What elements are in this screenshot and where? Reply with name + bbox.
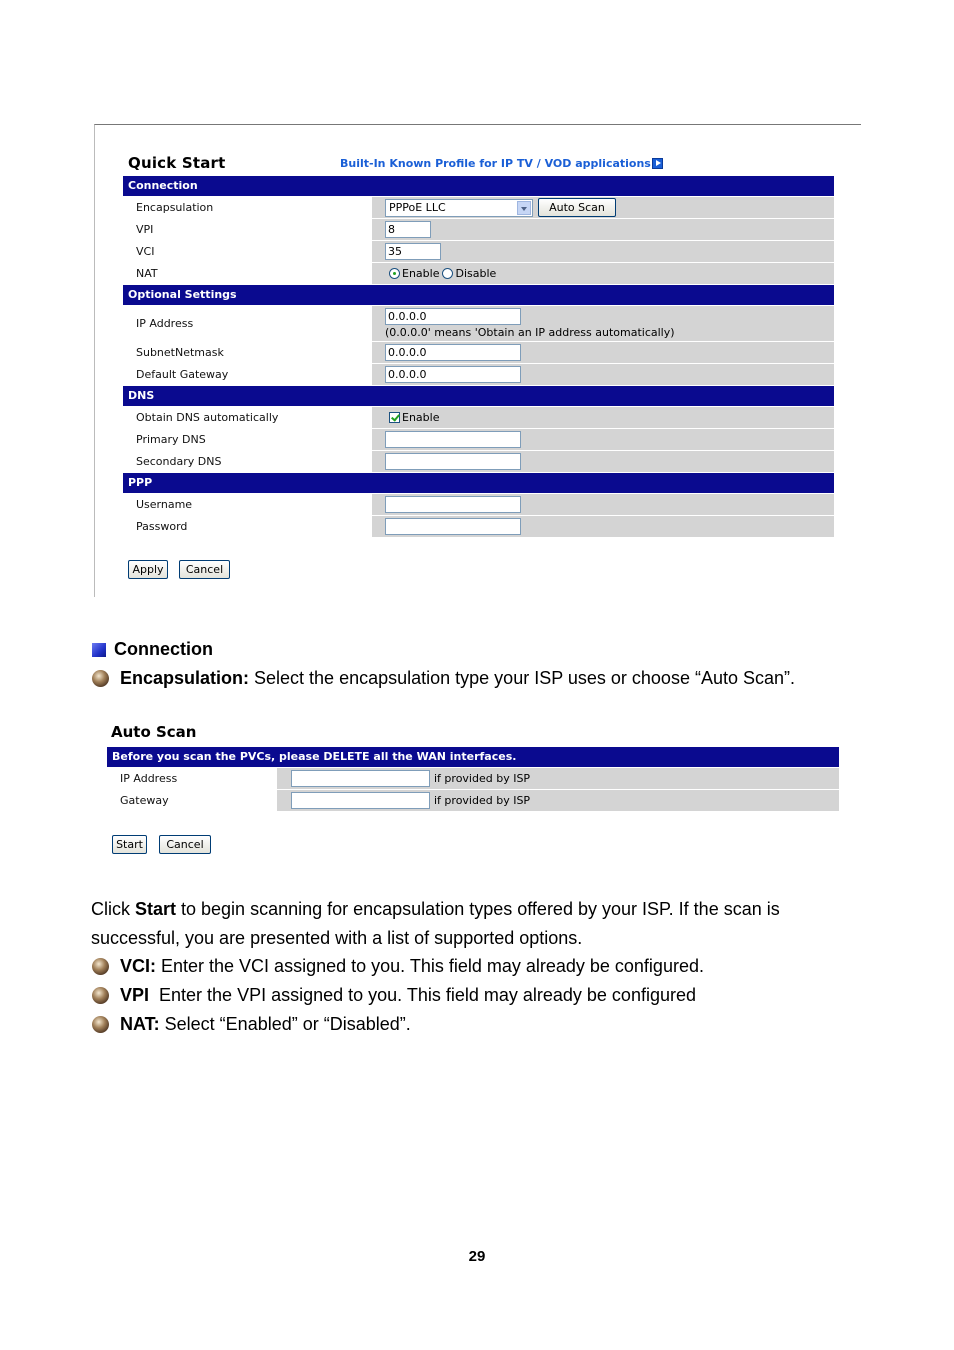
quick-start-title: Quick Start	[128, 154, 226, 172]
vci-row	[123, 241, 834, 262]
auto-scan-cancel-button[interactable]: Cancel	[159, 835, 211, 854]
secondary-dns-label: Secondary DNS	[123, 451, 372, 472]
auto-scan-ip-row	[107, 768, 839, 789]
vpi-row	[123, 219, 834, 240]
username-row	[123, 494, 834, 515]
auto-scan-ip-note: if provided by ISP	[434, 772, 531, 785]
subnet-mask-label: SubnetNetmask	[123, 342, 372, 363]
optional-settings-header: Optional Settings	[123, 285, 834, 305]
chevron-down-icon[interactable]	[517, 201, 531, 215]
cancel-button[interactable]: Cancel	[179, 560, 230, 579]
vpi-bullet	[92, 985, 696, 1006]
auto-scan-buttons	[112, 835, 211, 854]
nat-row	[123, 263, 834, 284]
page-number: 29	[468, 1248, 486, 1265]
ip-address-label: IP Address	[123, 306, 372, 341]
blue-square-icon	[92, 643, 106, 657]
auto-scan-form	[107, 747, 839, 812]
password-label: Password	[123, 516, 372, 537]
primary-dns-row	[123, 429, 834, 450]
auto-scan-gateway-label: Gateway	[107, 790, 277, 811]
auto-scan-warning-header: Before you scan the PVCs, please DELETE all the WAN interfaces.	[107, 747, 839, 767]
auto-scan-gateway-note: if provided by ISP	[434, 794, 531, 807]
encapsulation-selected-value: PPPoE LLC	[389, 200, 446, 214]
start-instructions-pre: Click	[91, 899, 135, 919]
bullet-ball-icon	[92, 958, 109, 975]
connection-heading-text: Connection	[114, 639, 213, 659]
nat-enable-radio[interactable]	[389, 268, 400, 279]
nat-description: Select “Enabled” or “Disabled”.	[159, 1014, 411, 1034]
username-input[interactable]	[385, 496, 521, 513]
quick-start-form	[123, 176, 834, 538]
encapsulation-label: Encapsulation	[123, 197, 372, 218]
auto-scan-ip-label: IP Address	[107, 768, 277, 789]
known-profile-link[interactable]	[340, 157, 663, 170]
vci-label: VCI	[123, 241, 372, 262]
default-gateway-input[interactable]: 0.0.0.0	[385, 366, 521, 383]
auto-scan-title: Auto Scan	[111, 723, 197, 741]
subnet-mask-input[interactable]: 0.0.0.0	[385, 344, 521, 361]
connection-heading	[92, 639, 213, 660]
play-arrow-icon[interactable]	[652, 158, 663, 169]
vci-input[interactable]: 35	[385, 243, 441, 260]
nat-bullet	[92, 1014, 411, 1035]
ip-address-hint: (0.0.0.0' means 'Obtain an IP address automatically)	[385, 326, 675, 339]
auto-scan-ip-input[interactable]	[291, 770, 430, 787]
quick-start-buttons	[128, 560, 230, 579]
ppp-section-header: PPP	[123, 473, 834, 493]
nat-disable-radio[interactable]	[442, 268, 453, 279]
primary-dns-label: Primary DNS	[123, 429, 372, 450]
username-label: Username	[123, 494, 372, 515]
auto-scan-gateway-input[interactable]	[291, 792, 430, 809]
encapsulation-description: Select the encapsulation type your ISP uses or choose “Auto Scan”.	[249, 668, 796, 688]
nat-label: NAT	[123, 263, 372, 284]
dns-section-header: DNS	[123, 386, 834, 406]
nat-enable-label: Enable	[402, 267, 440, 280]
obtain-dns-row	[123, 407, 834, 428]
bullet-ball-icon	[92, 987, 109, 1004]
obtain-dns-enable-label: Enable	[402, 411, 440, 424]
vci-term: VCI:	[120, 956, 156, 976]
known-profile-link-text[interactable]: Built-In Known Profile for IP TV / VOD applications	[340, 157, 651, 170]
auto-scan-gateway-row	[107, 790, 839, 811]
ip-address-input[interactable]: 0.0.0.0	[385, 308, 521, 325]
nat-disable-label: Disable	[455, 267, 497, 280]
secondary-dns-input[interactable]	[385, 453, 521, 470]
start-instructions-bold: Start	[135, 899, 177, 919]
password-row	[123, 516, 834, 537]
primary-dns-input[interactable]	[385, 431, 521, 448]
vpi-label: VPI	[123, 219, 372, 240]
start-instructions-post: to begin scanning for encapsulation types offered by your ISP. If the scan is successful, you are presented with a list of supported options.	[91, 899, 780, 948]
auto-scan-button[interactable]: Auto Scan	[538, 198, 616, 217]
default-gateway-row	[123, 364, 834, 385]
subnet-mask-row	[123, 342, 834, 363]
encapsulation-bullet	[92, 668, 795, 689]
password-input[interactable]	[385, 518, 521, 535]
encapsulation-select[interactable]	[385, 199, 533, 217]
encapsulation-row	[123, 197, 834, 218]
quick-start-screenshot	[94, 124, 861, 597]
bullet-ball-icon	[92, 1016, 109, 1033]
vpi-description: Enter the VPI assigned to you. This field may already be configured	[149, 985, 696, 1005]
encapsulation-term: Encapsulation:	[120, 668, 250, 688]
obtain-dns-label: Obtain DNS automatically	[123, 407, 372, 428]
vpi-input[interactable]: 8	[385, 221, 431, 238]
connection-section-header: Connection	[123, 176, 834, 196]
obtain-dns-checkbox[interactable]	[389, 412, 400, 423]
ip-address-row	[123, 306, 834, 341]
vpi-term: VPI	[120, 985, 150, 1005]
bullet-ball-icon	[92, 670, 109, 687]
start-instructions-paragraph	[91, 895, 851, 953]
default-gateway-label: Default Gateway	[123, 364, 372, 385]
nat-term: NAT:	[120, 1014, 160, 1034]
vci-bullet	[92, 956, 704, 977]
apply-button[interactable]: Apply	[128, 560, 168, 579]
secondary-dns-row	[123, 451, 834, 472]
start-button[interactable]: Start	[112, 835, 147, 854]
vci-description: Enter the VCI assigned to you. This field may already be configured.	[156, 956, 704, 976]
